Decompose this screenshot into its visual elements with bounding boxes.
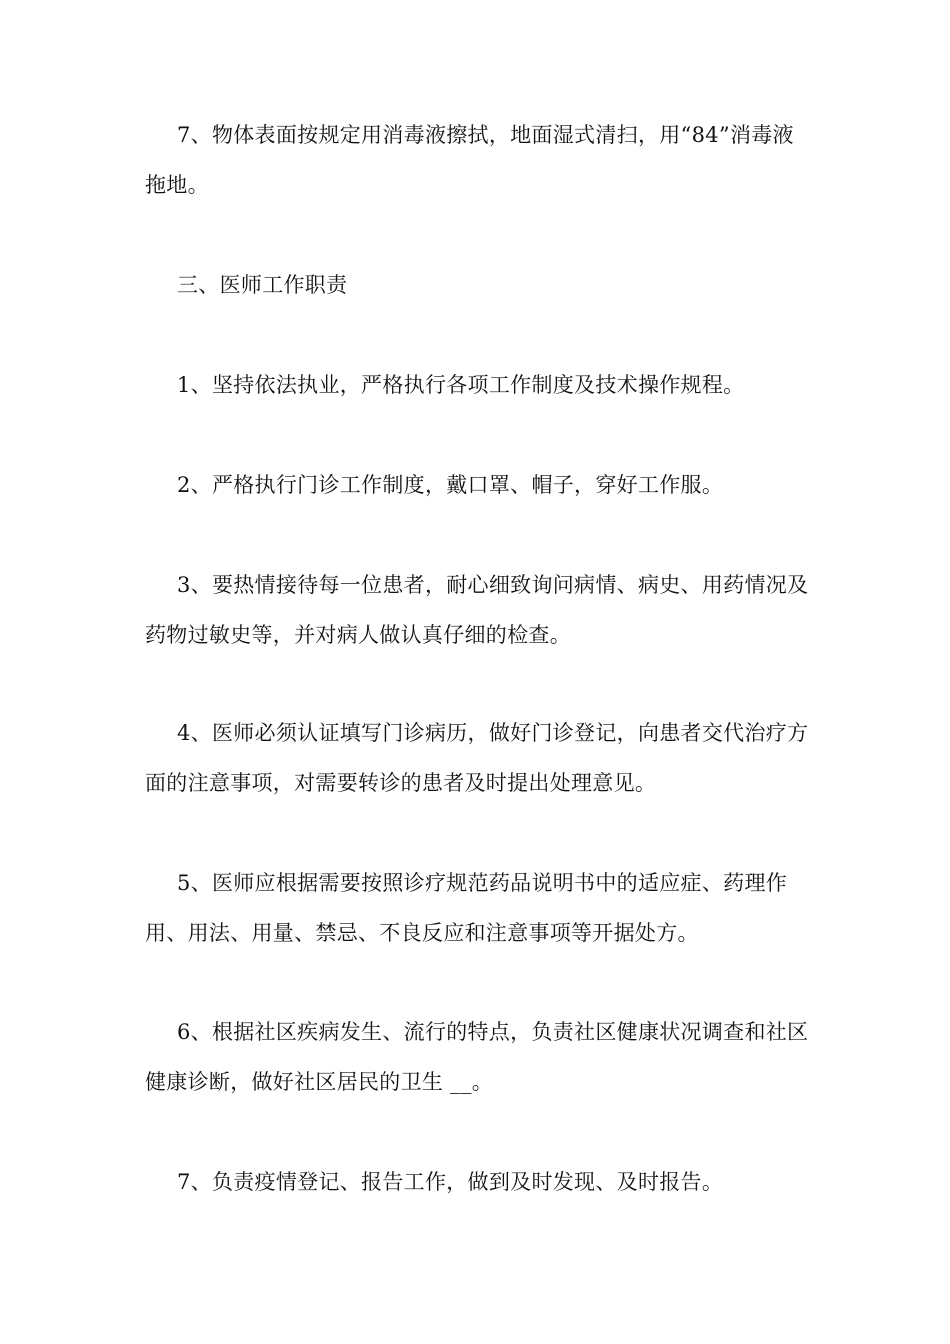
paragraph-duty-3: 3、要热情接待每一位患者，耐心细致询问病情、病史、用药情况及药物过敏史等，并对病人做认真仔细的检查。: [145, 573, 809, 647]
paragraph-duty-4: 4、医师必须认证填写门诊病历，做好门诊登记，向患者交代治疗方面的注意事项，对需要转诊的患者及时提出处理意见。: [145, 721, 809, 795]
paragraph-disinfection-item-7: 7、物体表面按规定用消毒液擦拭，地面湿式清扫，用“84”消毒液拖地。: [145, 123, 794, 197]
paragraph-duty-6: 6、根据社区疾病发生、流行的特点，负责社区健康状况调查和社区健康诊断，做好社区居民的卫生 __。: [145, 1020, 809, 1094]
paragraph-duty-1: 1、坚持依法执业，严格执行各项工作制度及技术操作规程。: [177, 373, 745, 397]
paragraph-duty-7: 7、负责疫情登记、报告工作，做到及时发现、及时报告。: [177, 1170, 724, 1194]
paragraph-duty-5: 5、医师应根据需要按照诊疗规范药品说明书中的适应症、药理作用、用法、用量、禁忌、不良反应和注意事项等开据处方。: [145, 871, 788, 945]
section-heading-physician-duties: 三、医师工作职责: [177, 273, 348, 297]
paragraph-duty-2: 2、严格执行门诊工作制度，戴口罩、帽子，穿好工作服。: [177, 473, 724, 497]
